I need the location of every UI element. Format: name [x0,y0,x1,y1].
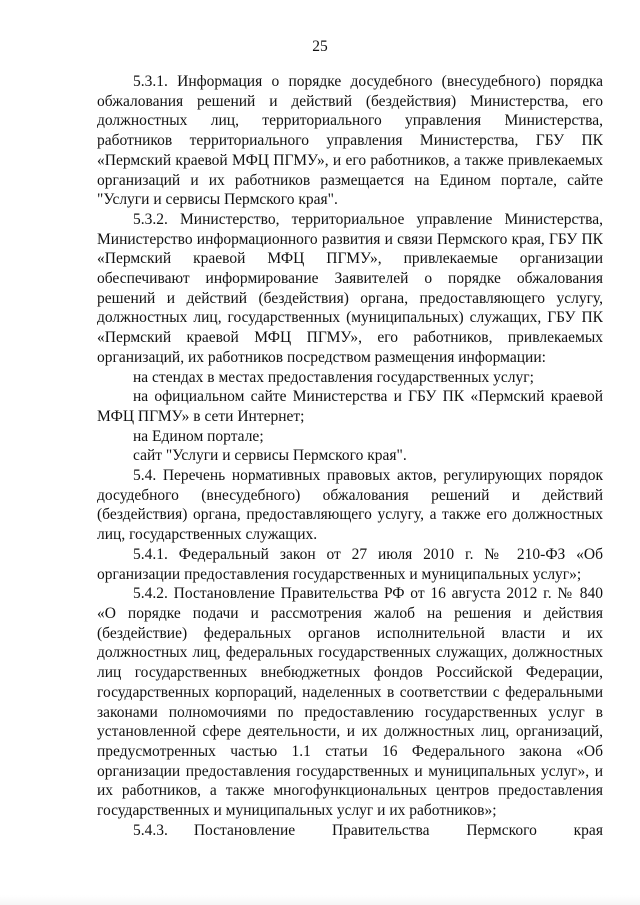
paragraph-5-4-3 [97,821,603,841]
page-number: 25 [312,38,328,55]
list-item-official-site: на официальном сайте Министерства и ГБУ ПК «Пермский краевой МФЦ ПГМУ» в сети Интернет; [97,388,603,425]
paragraph-5-4-1: 5.4.1. Федеральный закон от 27 июля 2010 г. № 210-ФЗ «Об организации предоставления государственных и муниципальных услуг»; [97,545,603,583]
paragraph-5-4-2: 5.4.2. Постановление Правительства РФ от 16 августа 2012 г. № 840 «О порядке подачи и рассмотрения жалоб на решения и действия (бездействие) федеральных органов исполнительной власти и их должностных лиц, федеральных государственных служащих, должностных лиц государственных внебюджетных фондов Российской Федерации, государственных корпораций, наделенных в соответствии с федеральными законами полномочиями по предоставлению государственных услуг в установленной сфере деятельности, и их должностных лиц, организаций, предусмотренных частью 1.1 статьи 16 Федерального закона «Об организации предоставления государственных и муниципальных услуг», и их работников, а также многофункциональных центров предоставления государственных и муниципальных услуг и их работников»; [97,585,603,820]
paragraph-5-4-3-word-3: Пермского [466,821,537,839]
document-body [97,72,603,840]
paragraph-5-4-3-word-1: Постановление [193,821,296,839]
paragraph-5-4-3-word-2: Правительства [331,821,430,839]
list-item-unified-portal: на Едином портале; [133,427,264,445]
paragraph-5-3-2: 5.3.2. Министерство, территориальное управление Министерства, Министерство информационного развития и связи Пермского края, ГБУ ПК «Пермский краевой МФЦ ПГМУ», привлекаемые организации обеспечивают информирование Заявителей о порядке обжалования решений и действий (бездействия) органа, предоставляющего услугу, должностных лиц, государственных (муниципальных) служащих, ГБУ ПК «Пермский краевой МФЦ ПГМУ», его работников, привлекаемых организаций, их работников посредством размещения информации: [97,210,603,366]
paragraph-5-3-1: 5.3.1. Информация о порядке досудебного (внесудебного) порядка обжалования решений и действий (бездействия) Министерства, его должностных лиц, территориального управления Министерства, работников территориального управления Министерства, ГБУ ПК «Пермский краевой МФЦ ПГМУ», и его работников, а также привлекаемых организаций и их работников размещается на Едином портале, сайте "Услуги и сервисы Пермского края". [97,73,603,209]
paragraph-5-4: 5.4. Перечень нормативных правовых актов, регулирующих порядок досудебного (внесудебного) обжалования решений и действий (бездействия) органа, предоставляющего услугу, а также его должностных лиц, государственных служащих. [97,467,603,544]
list-item-stands: на стендах в местах предоставления государственных услуг; [133,368,534,386]
paragraph-5-4-3-word-4: края [573,821,603,839]
paragraph-5-4-3-number: 5.4.3. [133,821,168,839]
list-item-services-site: сайт "Услуги и сервисы Пермского края". [133,447,407,465]
scan-bottom-edge [0,895,640,905]
